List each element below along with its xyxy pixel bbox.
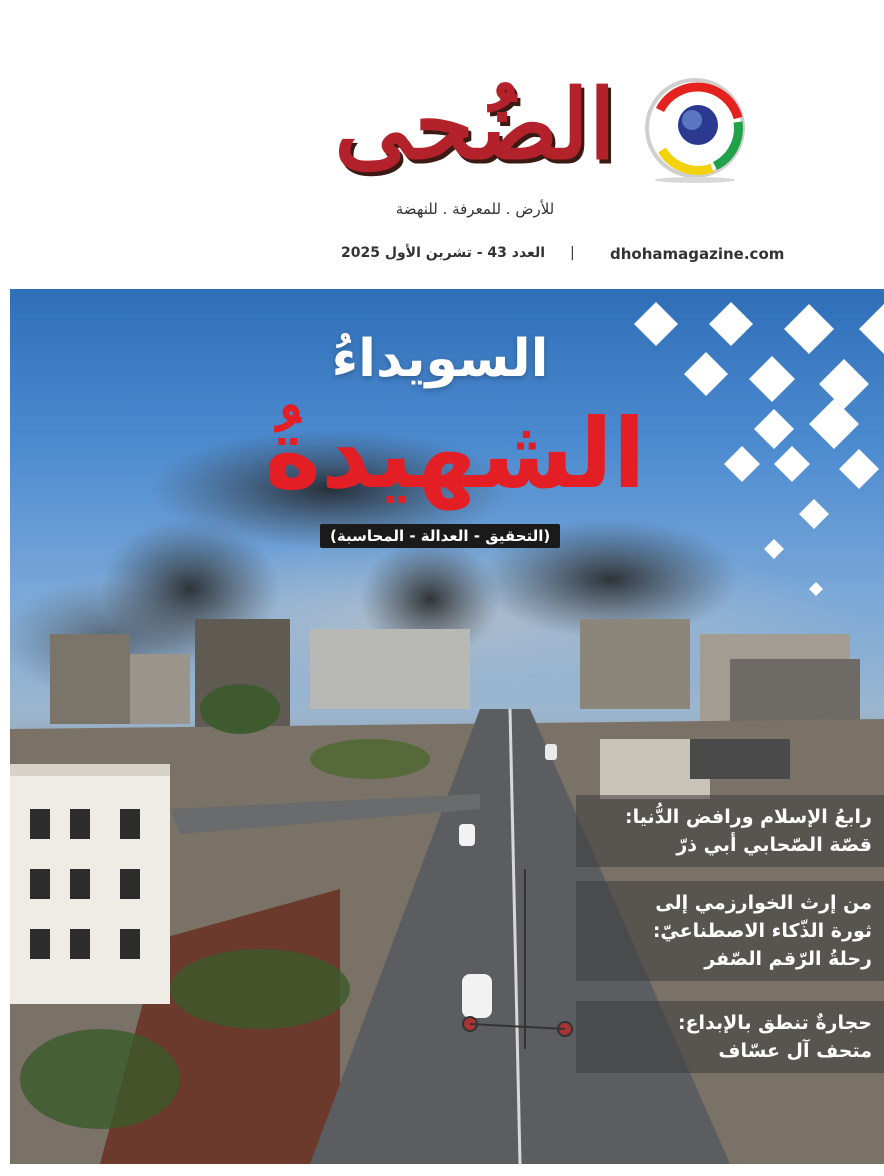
magazine-tagline: للأرض . للمعرفة . للنهضة: [395, 200, 555, 218]
story-line: رابعُ الإسلام ورافض الدُّنيا:: [625, 806, 872, 828]
story-line: رحلةُ الرّقم الصّفر: [704, 948, 872, 970]
cover-story[interactable]: [576, 881, 884, 981]
issue-number-date: العدد 43 - تشرين الأول 2025: [340, 245, 545, 261]
story-line: ثورة الذّكاء الاصطناعيّ:: [652, 920, 872, 942]
story-line: حجارةٌ تنطق بالإبداع:: [677, 1012, 872, 1034]
story-line: من إرث الخوارزمي إلى: [655, 892, 872, 914]
issue-info-bar: [320, 245, 785, 269]
story-line: قصّة الصّحابي أبي ذرّ: [676, 834, 872, 856]
cover-headline-main: الشهيدةُ: [264, 398, 646, 510]
magazine-logo-emblem: [640, 70, 750, 185]
cover-story[interactable]: [576, 795, 884, 867]
magazine-title: الضُحى: [334, 68, 616, 181]
cover-photo: [10, 289, 884, 1164]
cover-subtitle: (التحقيق - العدالة - المحاسبة): [320, 524, 560, 548]
cover-story[interactable]: [576, 1001, 884, 1073]
story-line: متحف آل عسّاف: [718, 1040, 872, 1062]
issue-separator: |: [570, 245, 575, 261]
cover-headline-top: السويداءُ: [331, 329, 549, 389]
website-link[interactable]: dhohamagazine.com: [610, 245, 785, 263]
